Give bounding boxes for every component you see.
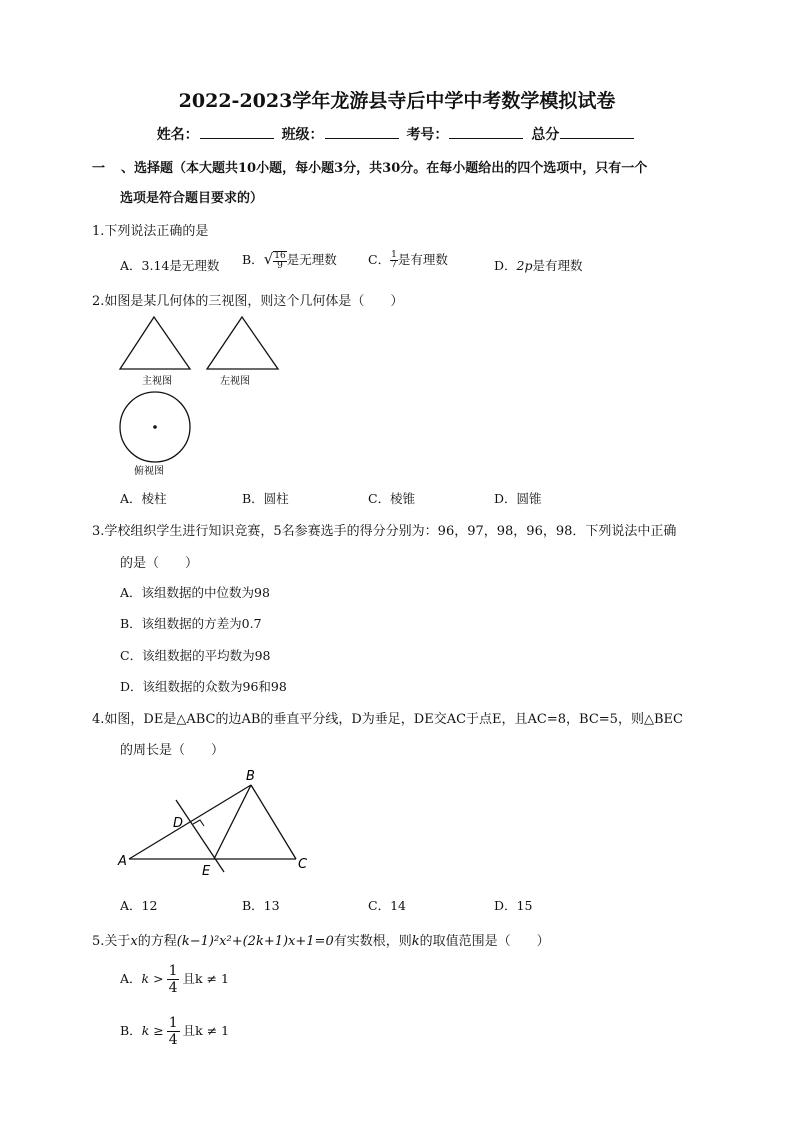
total-label: 总分 (531, 127, 560, 143)
q1-option-d (494, 256, 583, 274)
q2-option-c: C．棱锥 (368, 491, 416, 506)
q3-option-c: C．该组数据的平均数为98 (120, 648, 271, 663)
label-a: A (118, 854, 127, 869)
q5-b-den: 4 (168, 1032, 178, 1048)
side-bc (251, 785, 296, 859)
q3-option-a: A．该组数据的中位数为98 (120, 585, 270, 600)
section-number: 一 (92, 161, 106, 176)
q1-option-c (368, 250, 448, 270)
section-line-1: 、选择题（本大题共10小题，每小题3分，共30分。在每小题给出的四个选项中，只有一个 (121, 161, 648, 176)
label-e: E (202, 864, 211, 879)
label-c: C (298, 857, 308, 872)
q1-option-c-suffix: 是有理数 (397, 252, 448, 267)
q2-option-a: A．棱柱 (120, 491, 167, 506)
class-blank (325, 126, 399, 139)
label-b: B (246, 769, 255, 784)
q1-option-b-prefix: B． (242, 252, 264, 267)
q2-option-b: B．圆柱 (242, 491, 289, 506)
perpendicular-bisector-de (176, 800, 224, 872)
section-heading (92, 157, 647, 176)
q5-option-a-relation: k > (141, 971, 164, 986)
q5-option-b (120, 1015, 229, 1048)
q1-b-den: 9 (277, 260, 283, 271)
name-blank (200, 126, 274, 139)
q1-option-d-suffix: 是有理数 (532, 258, 583, 273)
q3-stem-line-1: 3.学校组织学生进行知识竞赛，5名参赛选手的得分分别为：96，97，98，96，98．下列说法中正确 (92, 524, 677, 539)
q3-option-b: B．该组数据的方差为0.7 (120, 616, 262, 631)
top-view-center-dot (153, 425, 157, 429)
q5-stem (92, 930, 550, 949)
q1-option-c-prefix: C． (368, 252, 391, 267)
q1-option-d-expr: 2p (516, 258, 533, 273)
q5-option-a (120, 963, 229, 996)
three-views-figure (110, 312, 290, 482)
q5-b-num: 1 (168, 1015, 178, 1031)
triangle-figure (110, 765, 325, 883)
name-label: 姓名： (156, 127, 199, 143)
left-view-label: 左视图 (220, 376, 250, 387)
q5-stem-prefix: 5.关于 (92, 934, 131, 949)
q1-option-b-fraction (273, 251, 286, 271)
q5-option-a-prefix: A． (120, 971, 142, 986)
q5-option-b-fraction (167, 1015, 180, 1048)
q4-stem-line-1: 4.如图，DE是△ABC的边AB的垂直平分线，D为垂足，DE交AC于点E，且AC=8，BC=5，则△BEC (92, 712, 683, 727)
q4-option-c: C．14 (368, 898, 406, 913)
q5-option-b-condition: 且k ≠ 1 (182, 1023, 230, 1038)
q5-var-k: k (411, 934, 420, 949)
front-view-label: 主视图 (142, 376, 172, 387)
q5-option-a-fraction (167, 963, 180, 996)
q5-stem-mid-2: 有实数根，则 (333, 934, 412, 949)
class-label: 班级： (281, 127, 324, 143)
q4-option-a: A．12 (120, 898, 158, 913)
q1-stem: 1.下列说法正确的是 (92, 224, 209, 239)
q1-option-d-prefix: D． (494, 258, 517, 273)
q1-option-b: B．√ $\frac{16}{9}$ 是无理数 (242, 250, 337, 271)
q1-c-num: 1 (391, 250, 397, 260)
q5-option-a-condition: 且k ≠ 1 (182, 971, 229, 986)
right-angle-mark (193, 820, 204, 826)
exam-no-label: 考号： (406, 127, 449, 143)
exam-no-blank (449, 126, 523, 139)
q1-c-den: 7 (391, 260, 397, 270)
q5-option-b-relation: k ≥ (141, 1023, 164, 1038)
q2-option-d: D．圆锥 (494, 491, 542, 506)
q1-b-num: 16 (274, 250, 286, 261)
front-view-triangle (120, 317, 190, 369)
q5-equation: (k−1)²x²+(2k+1)x+1=0 (176, 934, 334, 949)
q3-stem-line-2: 的是（ ） (120, 556, 199, 571)
student-info-line (0, 124, 794, 144)
section-line-2: 选项是符合题目要求的） (120, 191, 264, 206)
q5-stem-mid-1: 的方程 (137, 934, 177, 949)
q5-a-den: 4 (168, 980, 178, 996)
q4-option-b: B．13 (242, 898, 280, 913)
q1-option-a: A．3.14是无理数 (120, 258, 220, 273)
q4-option-d: D．15 (494, 898, 533, 913)
q5-stem-suffix: 的取值范围是（ ） (419, 934, 550, 949)
q5-option-b-prefix: B． (120, 1023, 142, 1038)
label-d: D (173, 816, 184, 831)
q5-a-num: 1 (168, 963, 178, 979)
total-blank (560, 126, 634, 139)
page-title: 2022-2023学年龙游县寺后中学中考数学模拟试卷 (178, 90, 616, 112)
q3-option-d: D．该组数据的众数为96和98 (120, 679, 287, 694)
q2-stem: 2.如图是某几何体的三视图，则这个几何体是（ ） (92, 294, 404, 309)
q4-stem-line-2: 的周长是（ ） (120, 743, 225, 758)
q1-option-b-suffix: 是无理数 (286, 252, 337, 267)
left-view-triangle (207, 317, 278, 369)
q5-var-x: x (130, 934, 138, 949)
top-view-label: 俯视图 (134, 466, 164, 477)
q1-option-c-fraction (390, 251, 398, 270)
